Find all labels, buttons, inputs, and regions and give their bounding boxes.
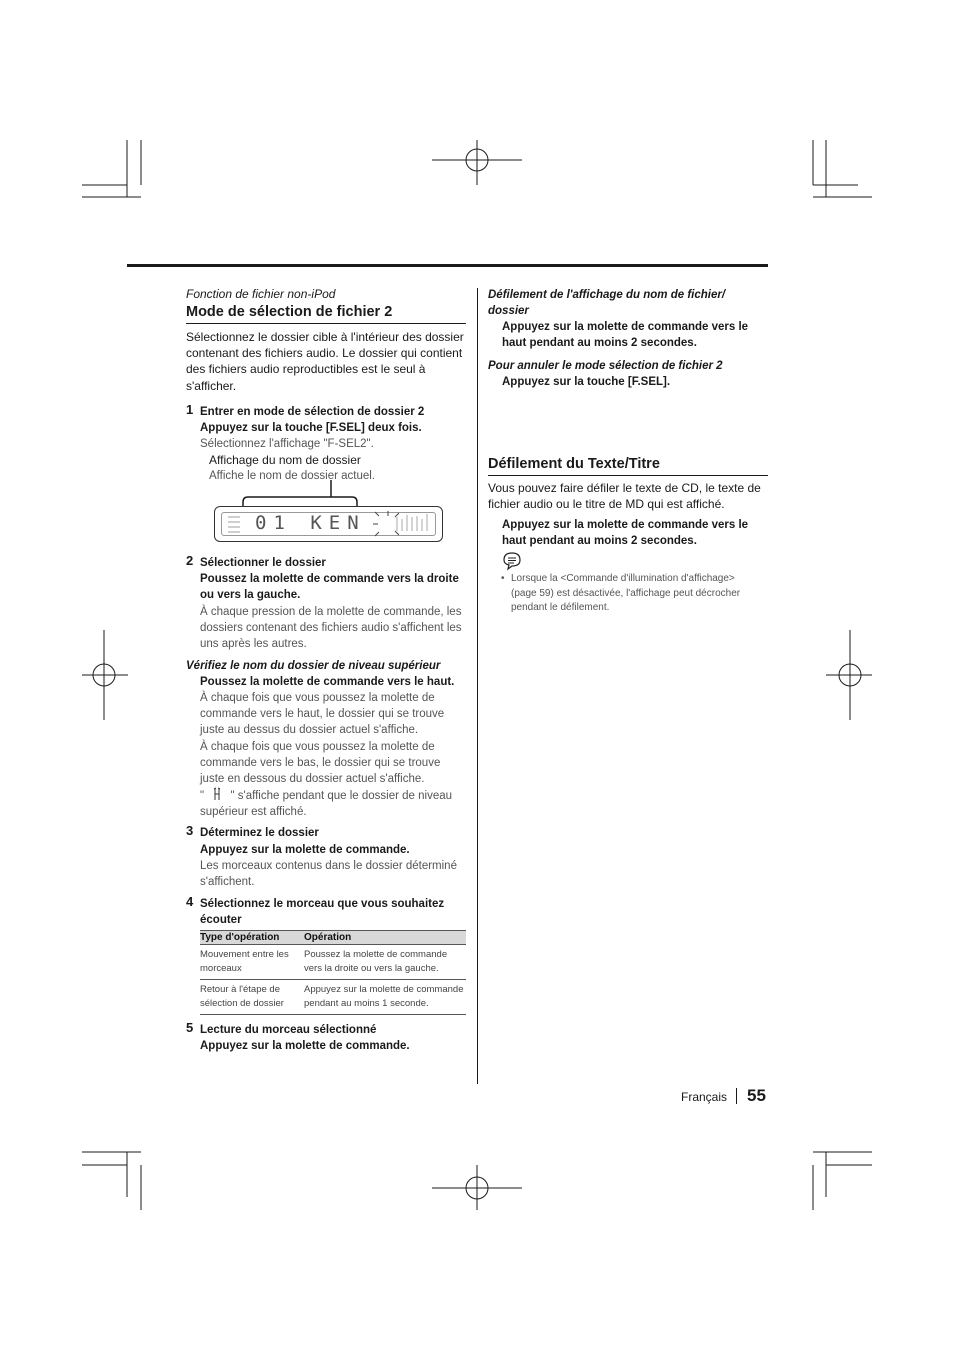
step-number: 1	[186, 402, 194, 417]
section-action: Appuyez sur la molette de commande vers le haut pendant au moins 2 secondes.	[502, 519, 749, 548]
table-row	[200, 980, 466, 1015]
subsection-description: À chaque fois que vous poussez la molette de commande vers le bas, le dossier qui se trouve juste en dessous du dossier actuel s'affiche.	[200, 741, 441, 786]
step-title: Sélectionnez le morceau que vous souhaitez écouter	[200, 898, 445, 927]
up-folder-icon	[207, 787, 227, 801]
step-title: Entrer en mode de sélection de dossier 2	[200, 406, 425, 418]
quote-open: "	[200, 790, 205, 802]
subsection-action: Appuyez sur la touche [F.SEL].	[502, 376, 671, 388]
footer-language: Français	[681, 1090, 728, 1104]
subsection-action: Appuyez sur la molette de commande vers le haut pendant au moins 2 secondes.	[502, 321, 749, 350]
step-number: 3	[186, 823, 194, 838]
section-title: Défilement du Texte/Titre	[488, 456, 660, 472]
step-number: 5	[186, 1020, 194, 1035]
section-title: Mode de sélection de fichier 2	[186, 304, 393, 320]
subsection-action: Poussez la molette de commande vers le haut.	[200, 676, 455, 688]
header-rule	[127, 264, 768, 267]
step-action: Poussez la molette de commande vers la droite ou vers la gauche.	[200, 573, 459, 602]
operations-table	[200, 930, 466, 1015]
lcd-text: 01 KEN	[255, 512, 366, 534]
step-action: Appuyez sur la molette de commande.	[200, 1040, 410, 1052]
table-row	[200, 945, 466, 980]
page-number: 55	[747, 1086, 766, 1105]
section-kicker: Fonction de fichier non-iPod	[186, 287, 336, 301]
table-cell: Appuyez sur la molette de commande pendant au moins 1 seconde.	[304, 980, 466, 1015]
column-divider	[477, 288, 478, 1084]
step-action: Appuyez sur la touche [F.SEL] deux fois.	[200, 422, 422, 434]
title-rule	[488, 475, 768, 476]
step-description: À chaque pression de la molette de commande, les dossiers contenant des fichiers audio s'affichent les uns après les autres.	[200, 606, 462, 651]
callout-description: Affiche le nom de dossier actuel.	[209, 470, 375, 482]
table-cell: Poussez la molette de commande vers la droite ou vers la gauche.	[304, 945, 466, 980]
callout-title: Affichage du nom de dossier	[209, 453, 361, 467]
title-rule	[186, 323, 466, 324]
step-title: Lecture du morceau sélectionné	[200, 1024, 377, 1036]
section-intro: Vous pouvez faire défiler le texte de CD, le texte de fichier audio ou le titre de MD qui est affiché.	[488, 481, 761, 512]
intro-paragraph: Sélectionnez le dossier cible à l'intérieur des dossier contenant des fichiers audio. Le dossier qui contient des fichiers audio reproductibles est le seul à s'afficher.	[186, 330, 464, 393]
bullet-dot: •	[501, 573, 505, 584]
table-header: Type d'opération	[200, 931, 304, 945]
table-cell: Retour à l'étape de sélection de dossier	[200, 980, 304, 1015]
step-action: Appuyez sur la molette de commande.	[200, 844, 410, 856]
subsection-heading: Vérifiez le nom du dossier de niveau supérieur	[186, 660, 441, 672]
subsection-heading: Défilement de l'affichage du nom de fichier/ dossier	[488, 289, 726, 317]
lcd-display-illustration	[214, 506, 443, 542]
note-bullet: Lorsque la <Commande d'illumination d'affichage> (page 59) est désactivée, l'affichage peut décrocher pendant le défilement.	[511, 573, 741, 613]
table-cell: Mouvement entre les morceaux	[200, 945, 304, 980]
step-title: Sélectionner le dossier	[200, 557, 326, 569]
step-title: Déterminez le dossier	[200, 827, 319, 839]
step-description: Les morceaux contenus dans le dossier déterminé s'affichent.	[200, 860, 457, 889]
quote-close-text: " s'affiche pendant que le dossier de niveau supérieur est affiché.	[200, 790, 453, 819]
subsection-heading: Pour annuler le mode sélection de fichier 2	[488, 360, 723, 372]
table-header: Opération	[304, 931, 466, 945]
step-note: Sélectionnez l'affichage "F-SEL2".	[200, 438, 374, 450]
step-number: 4	[186, 894, 194, 909]
step-number: 2	[186, 553, 194, 568]
subsection-description	[200, 787, 462, 820]
subsection-description: À chaque fois que vous poussez la molette de commande vers le haut, le dossier qui se trouve juste au dessus du dossier actuel s'affiche.	[200, 692, 445, 737]
footer-separator	[736, 1088, 737, 1104]
